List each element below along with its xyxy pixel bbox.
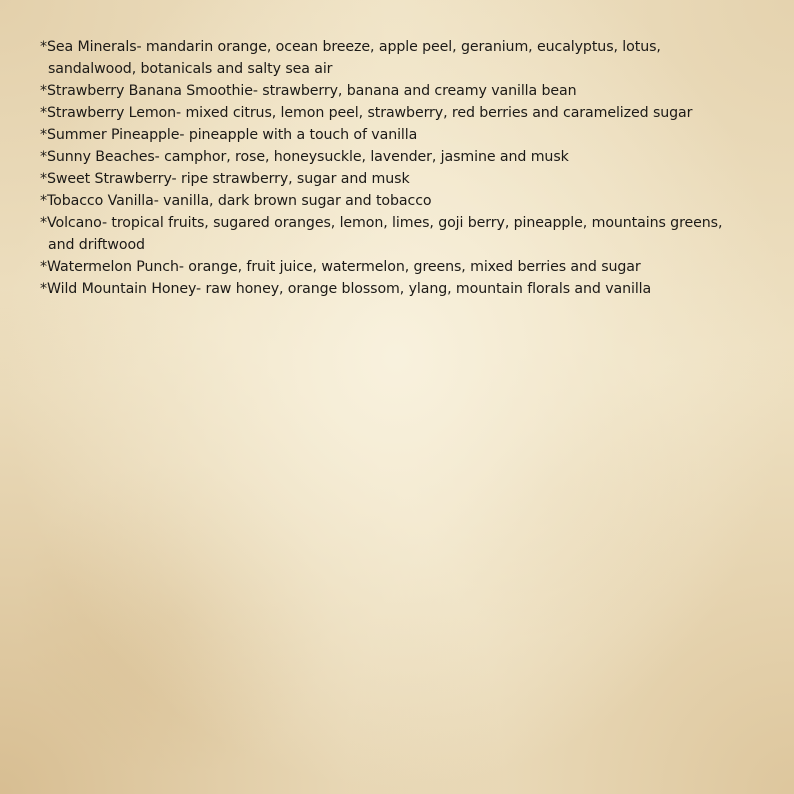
scent-description: *Summer Pineapple- pineapple with a touch of vanilla [40,127,418,143]
list-item [40,212,780,256]
scent-description: *Strawberry Banana Smoothie- strawberry, banana and creamy vanilla bean [40,83,577,99]
scent-description: *Wild Mountain Honey- raw honey, orange blossom, ylang, mountain florals and vanilla [40,281,652,297]
list-item [40,80,780,102]
scent-description-continued: and driftwood [48,237,145,253]
list-item [40,190,780,212]
scent-list [40,36,780,300]
scent-description: *Sunny Beaches- camphor, rose, honeysuckle, lavender, jasmine and musk [40,149,569,165]
list-item [40,278,780,300]
scent-description: *Strawberry Lemon- mixed citrus, lemon peel, strawberry, red berries and caramelized sugar [40,105,693,121]
scent-description: *Sea Minerals- mandarin orange, ocean breeze, apple peel, geranium, eucalyptus, lotus, [40,39,661,55]
list-item [40,168,780,190]
scent-description-continued: sandalwood, botanicals and salty sea air [48,61,333,77]
list-item [40,36,780,80]
list-item [40,124,780,146]
scent-description: *Tobacco Vanilla- vanilla, dark brown sugar and tobacco [40,193,432,209]
scent-description: *Sweet Strawberry- ripe strawberry, sugar and musk [40,171,410,187]
scent-description: *Watermelon Punch- orange, fruit juice, watermelon, greens, mixed berries and sugar [40,259,641,275]
list-item [40,102,780,124]
list-item [40,146,780,168]
list-item [40,256,780,278]
scent-description: *Volcano- tropical fruits, sugared oranges, lemon, limes, goji berry, pineapple, mountains greens, [40,215,723,231]
